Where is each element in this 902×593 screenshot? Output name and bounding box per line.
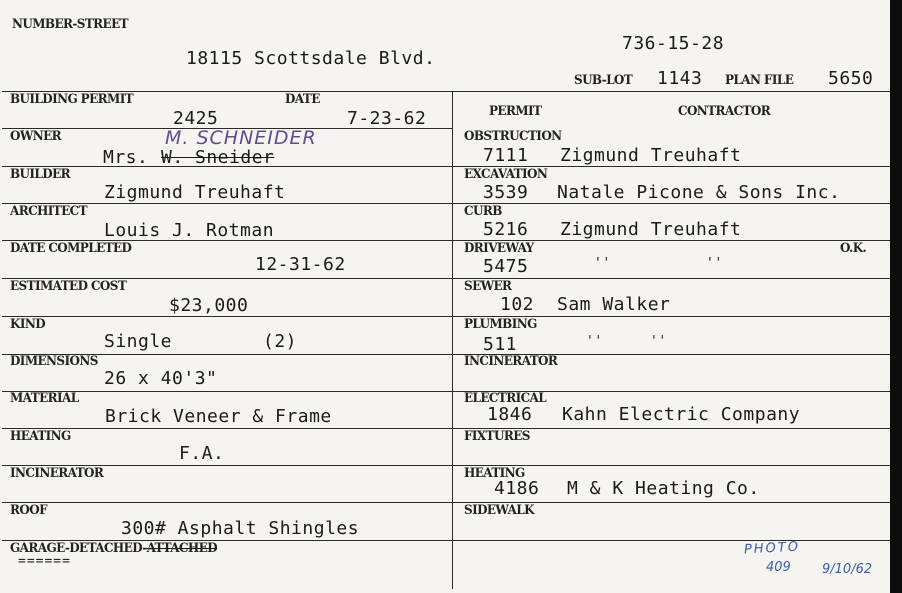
material-value: Brick Veneer & Frame (105, 406, 332, 427)
plan-file-label: PLAN FILE (725, 72, 794, 88)
electrical-permit: 1846 (487, 404, 533, 425)
roof-value: 300# Asphalt Shingles (121, 518, 360, 539)
owner-handwritten-correction: M. SCHNEIDER (165, 127, 317, 149)
plan-file-value: 5650 (828, 68, 874, 89)
heating-label: HEATING (10, 428, 71, 444)
dimensions-value: 26 x 40'3" (104, 368, 218, 389)
sewer-contractor: Sam Walker (557, 294, 671, 315)
garage-label-attached-struck: ATTACHED (146, 540, 218, 556)
obstruction-permit: 7111 (483, 145, 529, 166)
rule (2, 465, 890, 466)
building-permit-value: 2425 (173, 108, 219, 129)
incinerator-label-right: INCINERATOR (464, 353, 558, 369)
garage-label-detached: GARAGE-DETACHED- (10, 540, 147, 556)
dimensions-label: DIMENSIONS (10, 353, 98, 369)
driveway-permit: 5475 (483, 256, 529, 277)
owner-typed-mrs: Mrs. (103, 147, 149, 168)
builder-value: Zigmund Treuhaft (104, 182, 286, 203)
plumbing-permit: 511 (483, 334, 518, 355)
kind-units: (2) (263, 331, 298, 352)
date-value: 7-23-62 (347, 108, 427, 129)
curb-label: CURB (464, 203, 502, 219)
estimated-cost-value: $23,000 (169, 295, 249, 316)
rule (2, 91, 890, 92)
sewer-permit: 102 (500, 294, 535, 315)
sidewalk-label: SIDEWALK (464, 502, 534, 518)
photo-number: 409 (766, 560, 791, 575)
excavation-contractor: Natale Picone & Sons Inc. (557, 182, 841, 203)
material-label: MATERIAL (10, 390, 79, 406)
heating-value: F.A. (179, 443, 225, 464)
rule (2, 203, 890, 204)
sub-lot-label: SUB-LOT (574, 72, 633, 88)
rule (2, 502, 890, 503)
owner-typed-struck: W. Sneider (161, 147, 275, 168)
plumbing-ditto-1: '' (586, 334, 603, 349)
curb-contractor: Zigmund Treuhaft (560, 219, 742, 240)
driveway-ditto-1: '' (594, 256, 611, 271)
excavation-label: EXCAVATION (464, 166, 548, 182)
sub-lot-value: 1143 (657, 68, 703, 89)
date-completed-value: 12-31-62 (255, 254, 346, 275)
date-completed-label: DATE COMPLETED (10, 240, 132, 256)
curb-permit: 5216 (483, 219, 529, 240)
date-label: DATE (285, 91, 320, 107)
plumbing-label: PLUMBING (464, 316, 537, 332)
card-edge-shadow (890, 0, 902, 593)
builder-label: BUILDER (10, 166, 70, 182)
driveway-label: DRIVEWAY (464, 240, 534, 256)
rule (2, 428, 890, 429)
heating-contractor: M & K Heating Co. (567, 478, 760, 499)
excavation-permit: 3539 (483, 182, 529, 203)
fixtures-label: FIXTURES (464, 428, 530, 444)
photo-date: 9/10/62 (822, 562, 873, 577)
estimated-cost-label: ESTIMATED COST (10, 278, 127, 294)
building-permit-label: BUILDING PERMIT (10, 91, 134, 107)
owner-label: OWNER (10, 128, 62, 144)
plumbing-ditto-2: '' (650, 334, 667, 349)
roof-label: ROOF (10, 502, 47, 518)
permit-column-header: PERMIT (489, 103, 542, 119)
architect-label: ARCHITECT (10, 203, 87, 219)
parcel-number: 736-15-28 (622, 33, 725, 54)
incinerator-label-left: INCINERATOR (10, 465, 104, 481)
heating-contractor-label: HEATING (464, 465, 525, 481)
obstruction-label: OBSTRUCTION (464, 128, 562, 144)
address: 18115 Scottsdale Blvd. (186, 48, 436, 69)
obstruction-contractor: Zigmund Treuhaft (560, 145, 742, 166)
kind-value: Single (104, 331, 173, 352)
rule (2, 354, 890, 355)
column-divider (452, 91, 453, 589)
kind-label: KIND (10, 316, 46, 332)
rule (2, 391, 890, 392)
driveway-ditto-2: '' (706, 256, 723, 271)
sewer-label: SEWER (464, 278, 512, 294)
contractor-column-header: CONTRACTOR (678, 103, 771, 119)
number-street-label: NUMBER-STREET (12, 16, 128, 32)
electrical-contractor: Kahn Electric Company (562, 404, 801, 425)
garage-underline: ====== (18, 554, 71, 569)
architect-value: Louis J. Rotman (104, 220, 275, 241)
heating-permit: 4186 (494, 478, 540, 499)
electrical-label: ELECTRICAL (464, 390, 547, 406)
photo-note: PHOTO (743, 539, 801, 558)
driveway-ok: O.K. (840, 240, 867, 256)
rule (2, 278, 890, 279)
rule (2, 316, 890, 317)
